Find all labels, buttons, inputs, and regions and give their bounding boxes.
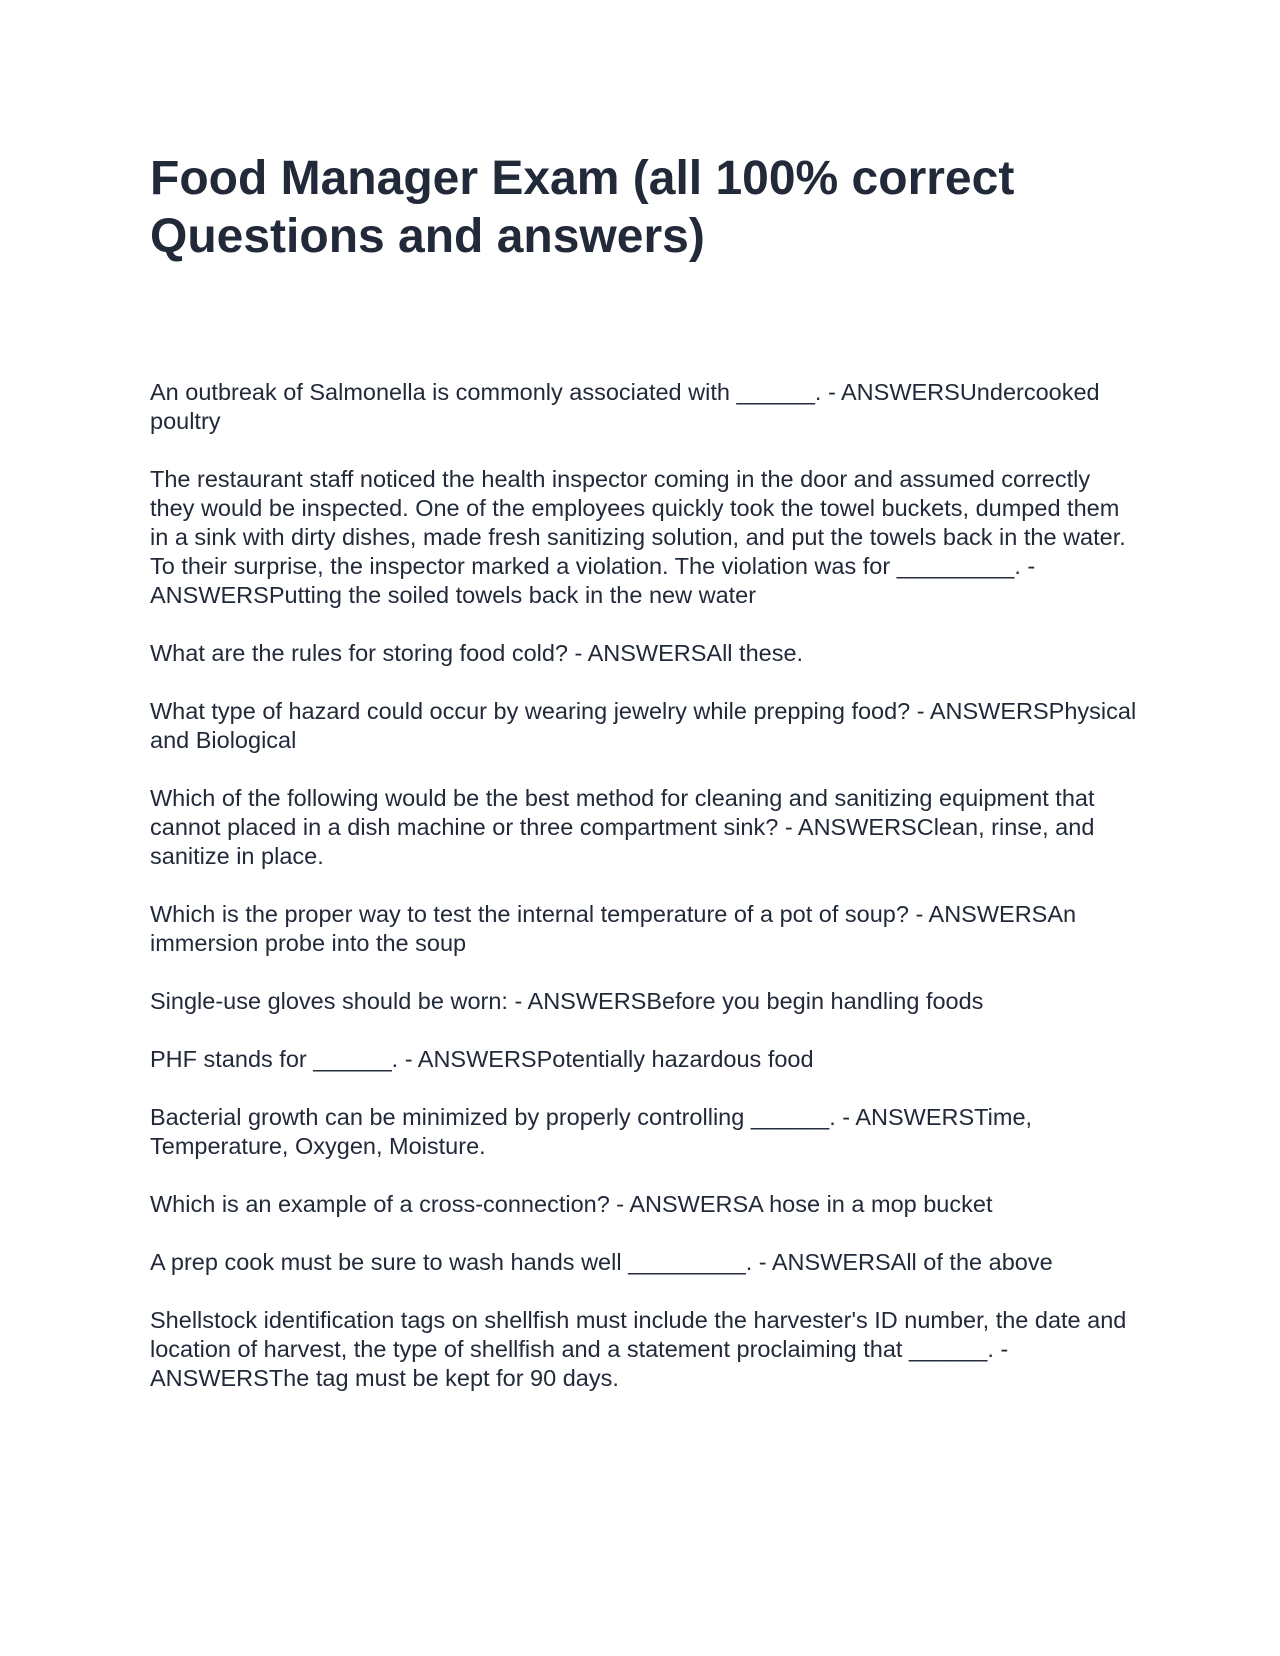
document-title: Food Manager Exam (all 100% correct Questions and answers) bbox=[150, 152, 1015, 263]
qa-item: A prep cook must be sure to wash hands well _________. - ANSWERSAll of the above bbox=[150, 1249, 1053, 1275]
qa-list bbox=[150, 378, 1140, 1422]
qa-item: What type of hazard could occur by wearing jewelry while prepping food? - ANSWERSPhysical and Biological bbox=[150, 698, 1137, 753]
qa-item: Which is the proper way to test the internal temperature of a pot of soup? - ANSWERSAn immersion probe into the soup bbox=[150, 901, 1077, 956]
qa-item: PHF stands for ______. - ANSWERSPotentially hazardous food bbox=[150, 1046, 814, 1072]
qa-item: Shellstock identification tags on shellfish must include the harvester's ID number, the date and location of harvest, the type of shellfish and a statement proclaiming that ______. - ANSWERSThe tag must be kept for 90 days. bbox=[150, 1307, 1127, 1391]
qa-item: Which of the following would be the best method for cleaning and sanitizing equipment that cannot placed in a dish machine or three compartment sink? - ANSWERSClean, rinse, and sanitize in place. bbox=[150, 785, 1095, 869]
qa-item: An outbreak of Salmonella is commonly associated with ______. - ANSWERSUndercooked poultry bbox=[150, 379, 1100, 434]
qa-item: What are the rules for storing food cold? - ANSWERSAll these. bbox=[150, 640, 804, 666]
qa-item: Single-use gloves should be worn: - ANSWERSBefore you begin handling foods bbox=[150, 988, 984, 1014]
qa-item: Bacterial growth can be minimized by properly controlling ______. - ANSWERSTime, Temperature, Oxygen, Moisture. bbox=[150, 1104, 1033, 1159]
qa-item: Which is an example of a cross-connection? - ANSWERSA hose in a mop bucket bbox=[150, 1191, 993, 1217]
qa-item: The restaurant staff noticed the health inspector coming in the door and assumed correctly they would be inspected. One of the employees quickly took the towel buckets, dumped them in a sink with dirty dishes, made fresh sanitizing solution, and put the towels back in the water. To their surprise, the inspector marked a violation. The violation was for _________. - ANSWERSPutting the soiled towels back in the new water bbox=[150, 466, 1126, 608]
